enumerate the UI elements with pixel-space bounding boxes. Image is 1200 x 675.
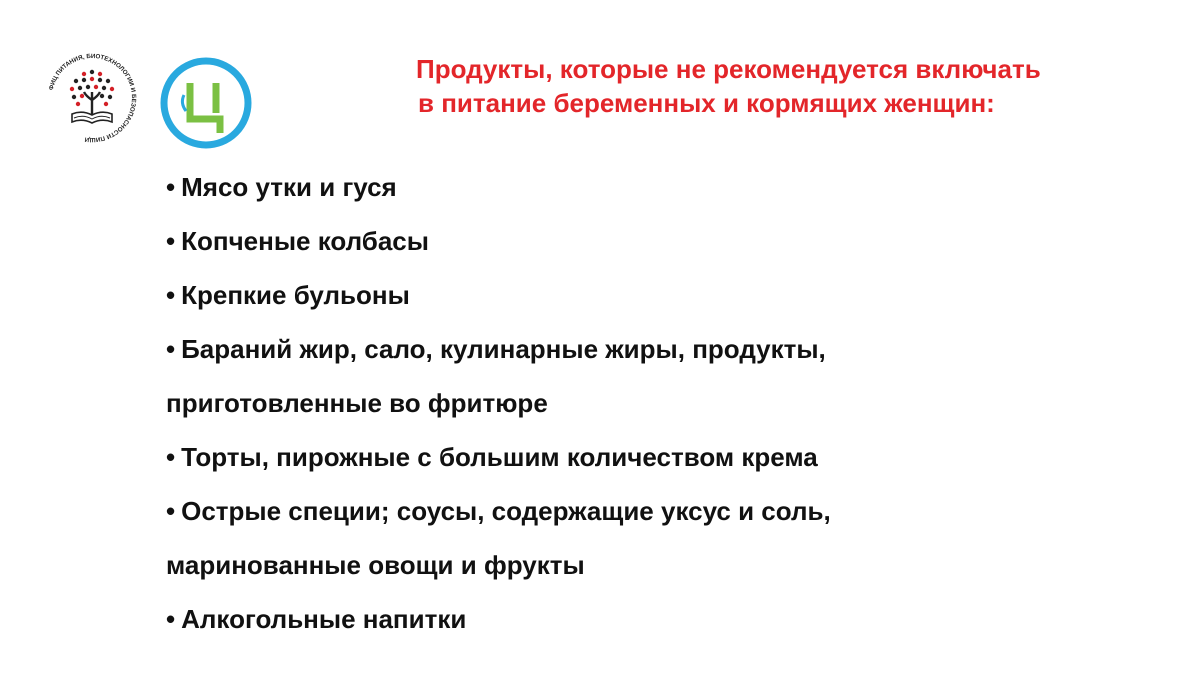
bullet: • bbox=[166, 442, 176, 472]
not-recommended-products-list bbox=[166, 160, 1146, 646]
list-item-duck-goose bbox=[166, 160, 1146, 214]
bullet: • bbox=[166, 172, 176, 202]
bullet: • bbox=[166, 496, 176, 526]
list-item-text: Копченые колбасы bbox=[181, 226, 429, 256]
bullet: • bbox=[166, 280, 176, 310]
bullet: • bbox=[166, 604, 176, 634]
list-item-strong-broths bbox=[166, 268, 1146, 322]
slide-title-line-1: Продукты, которые не рекомендуется включать bbox=[416, 54, 1041, 84]
list-item-spices-continuation bbox=[166, 538, 1146, 592]
list-item-text: маринованные овощи и фрукты bbox=[166, 550, 585, 580]
list-item-text: приготовленные во фритюре bbox=[166, 388, 548, 418]
institute-logo bbox=[42, 48, 142, 148]
list-item-spices-sauces bbox=[166, 484, 1146, 538]
bullet: • bbox=[166, 334, 176, 364]
list-item-alcohol bbox=[166, 592, 1146, 646]
list-item-text: Бараний жир, сало, кулинарные жиры, продукты, bbox=[181, 334, 826, 364]
list-item-text: Крепкие бульоны bbox=[181, 280, 410, 310]
list-item-text: Торты, пирожные с большим количеством крема bbox=[181, 442, 818, 472]
list-item-text: Острые специи; соусы, содержащие уксус и соль, bbox=[181, 496, 831, 526]
slide-title bbox=[410, 52, 1150, 120]
c-logo-graphic bbox=[158, 55, 254, 151]
slide-title-line-2: в питание беременных и кормящих женщин: bbox=[418, 88, 995, 118]
list-item-cakes bbox=[166, 430, 1146, 484]
bullet: • bbox=[166, 226, 176, 256]
list-item-fats-continuation bbox=[166, 376, 1146, 430]
list-item-text: Алкогольные напитки bbox=[181, 604, 467, 634]
list-item-text: Мясо утки и гуся bbox=[181, 172, 397, 202]
institute-logo-graphic bbox=[42, 48, 142, 148]
c-logo bbox=[158, 55, 254, 151]
list-item-fats bbox=[166, 322, 1146, 376]
list-item-smoked-sausages bbox=[166, 214, 1146, 268]
svg-text:ФИЦ ПИТАНИЯ, БИОТЕХНОЛОГИИ И Б: ФИЦ ПИТАНИЯ, БИОТЕХНОЛОГИИ И БЕЗОПАСНОСТИ ПИЩИ bbox=[47, 52, 138, 144]
